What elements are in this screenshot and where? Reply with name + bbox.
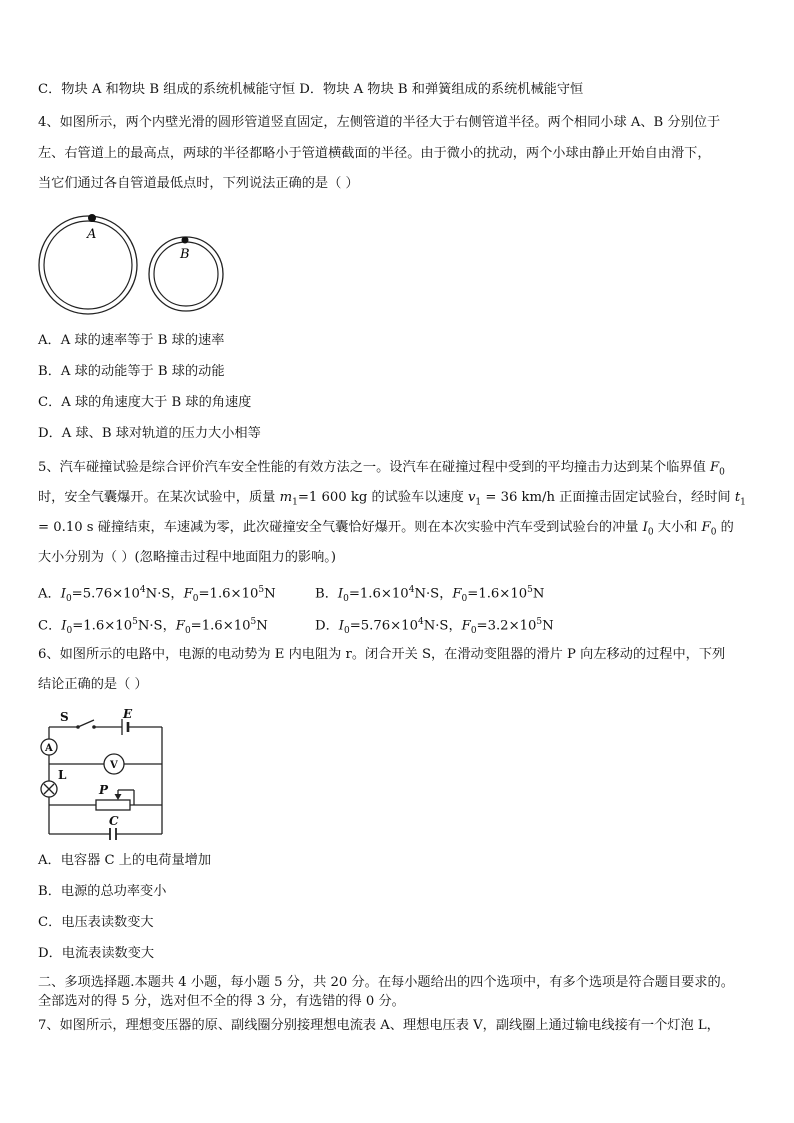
q3-options-cd: C．物块 A 和物块 B 组成的系统机械能守恒 D．物块 A 物块 B 和弹簧组成的系统机械能守恒	[38, 82, 584, 97]
label-p: P	[99, 783, 109, 797]
q5-option-a: A．$I_0=5.76\times 10^4N\cdot S$，$F_0=1.6\times 10^5N$	[38, 585, 276, 605]
q5-stem-1: 5、汽车碰撞试验是综合评价汽车安全性能的有效方法之一。设汽车在碰撞过程中受到的平均撞击力达到某个临界值 $F_0$	[38, 460, 725, 478]
q6-option-a: A．电容器 C 上的电荷量增加	[38, 853, 212, 868]
q5-stem-3: = 0.10 s 碰撞结束，车速减为零，此次碰撞安全气囊恰好爆开。则在本次实验中汽车受到试验台的冲量 $I_0$ 大小和 $F_0$ 的	[38, 520, 734, 538]
label-b: B	[180, 247, 190, 262]
q5-stem-2: 时，安全气囊爆开。在某次试验中，质量 $m_1=1$ 600 kg 的试验车以速度 $v_1 = 36$ km/h 正面撞击固定试验台，经时间 $t_1$	[38, 490, 746, 508]
q4-figure	[38, 210, 228, 325]
ball-a	[88, 214, 96, 222]
q4-option-b: B．A 球的动能等于 B 球的动能	[38, 364, 225, 379]
ball-b	[182, 237, 189, 244]
section2-heading-2: 全部选对的得 5 分，选对但不全的得 3 分，有选错的得 0 分。	[38, 994, 405, 1009]
q6-option-b: B．电源的总功率变小	[38, 884, 167, 899]
q4-stem-3: 当它们通过各自管道最低点时，下列说法正确的是（ ）	[38, 176, 359, 191]
q4-option-a: A．A 球的速率等于 B 球的速率	[38, 333, 225, 348]
q6-stem-2: 结论正确的是（ ）	[38, 677, 148, 692]
q6-option-c: C．电压表读数变大	[38, 915, 154, 930]
q6-stem-1: 6、如图所示的电路中，电源的电动势为 E 内电阻为 r。闭合开关 S，在滑动变阻器的滑片 P 向左移动的过程中，下列	[38, 647, 726, 662]
q6-circuit	[36, 708, 171, 838]
q4-stem-2: 左、右管道上的最高点，两球的半径都略小于管道横截面的半径。由于微小的扰动，两个小球由静止开始自由滑下，	[38, 146, 711, 161]
q7-stem-1: 7、如图所示，理想变压器的原、副线圈分别接理想电流表 A、理想电压表 V，副线圈上通过输电线接有一个灯泡 L，	[38, 1018, 720, 1033]
q4-option-c: C．A 球的角速度大于 B 球的角速度	[38, 395, 252, 410]
label-ammeter: A	[45, 743, 53, 754]
q4-stem-1: 4、如图所示，两个内壁光滑的圆形管道竖直固定，左侧管道的半径大于右侧管道半径。两个相同小球 A、B 分别位于	[38, 115, 721, 130]
q5-option-b: B．$I_0=1.6\times 10^4N\cdot S$，$F_0=1.6\times 10^5N$	[315, 585, 545, 605]
label-l: L	[58, 768, 67, 782]
q5-option-d: D．$I_0=5.76\times 10^4N\cdot S$，$F_0=3.2\times 10^5N$	[315, 617, 554, 637]
q5-stem-4: 大小分别为（ ）(忽略撞击过程中地面阻力的影响。)	[38, 550, 337, 565]
label-e: E	[123, 707, 133, 721]
section2-heading-1: 二、多项选择题.本题共 4 小题，每小题 5 分，共 20 分。在每小题给出的四个选项中，有多个选项是符合题目要求的。	[38, 975, 734, 990]
label-c: C	[109, 814, 119, 828]
label-s: S	[60, 710, 69, 724]
label-a: A	[87, 227, 97, 242]
q5-option-c: C．$I_0=1.6\times 10^5N\cdot S$，$F_0=1.6\times 10^5N$	[38, 617, 268, 637]
q6-option-d: D．电流表读数变大	[38, 946, 155, 961]
q4-option-d: D．A 球、B 球对轨道的压力大小相等	[38, 426, 261, 441]
label-voltmeter: V	[110, 760, 118, 771]
